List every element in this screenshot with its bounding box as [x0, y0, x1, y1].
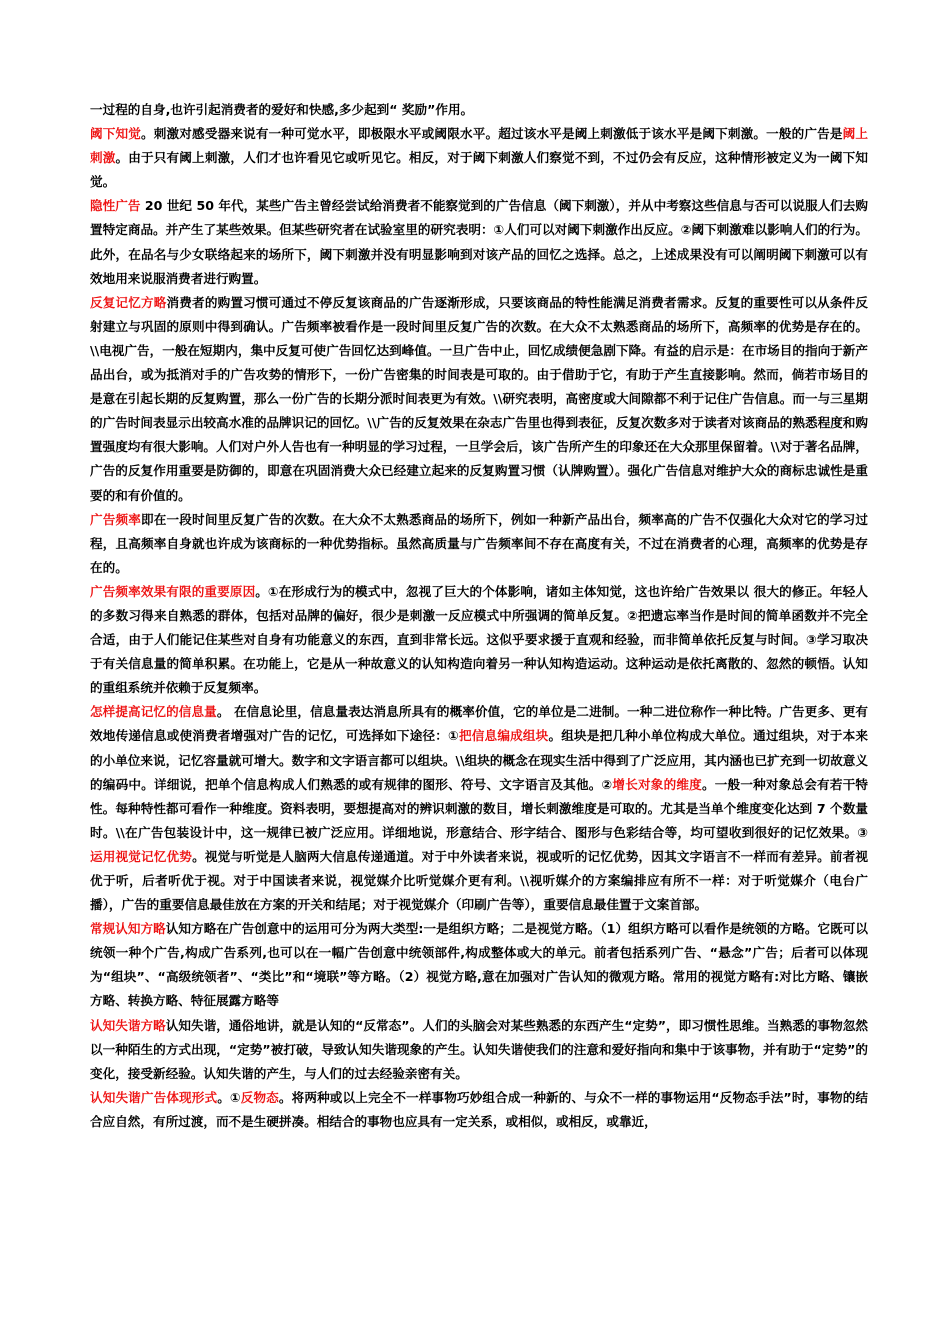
paragraph-frequency-limits	[90, 580, 868, 700]
paragraph-reward-continuation	[90, 98, 868, 122]
term-heading: 广告频率效果有限的重要原因	[90, 583, 256, 599]
paragraph-dissonance-forms	[90, 1086, 868, 1134]
highlight-term: 阈上刺激	[90, 126, 869, 166]
term-heading: 常规认知方略	[90, 921, 166, 937]
highlight-term: 增长对象的维度	[612, 776, 702, 792]
paragraph-subliminal-perception	[90, 122, 868, 194]
text-run: 。将两种或以上完全不一样事物巧妙组合成一种新的、与众不一样的事物运用“反物态手法”时，事物的结合应自然，有所过渡，而不是生硬拼凑。相结合的事物也应具有一定关系，或相似，或相反，或靠近，	[90, 1089, 869, 1129]
term-heading: 怎样提高记忆的信息量	[90, 704, 217, 720]
text-run: 。 在信息论里，信息量表达消息所具有的概率价值，它的单位是二进制。一种二进位称作一种比特。广告更多、更有效地传递信息或使消费者增强对广告的记忆，可选择如下途径：①	[90, 704, 869, 744]
term-heading: 认知失谐广告体现形式	[90, 1089, 218, 1105]
text-run: 。①在形成行为的模式中，忽视了巨大的个体影响，诸如主体知觉，这也许给广告效果以 很大的修正。年轻人的多数习得来自熟悉的群体，包括对品牌的偏好，很少是刺激一反应模式中所强调的简单反复。②把遗忘率当作是时间的简单函数并不完全合适，由于人们能记住某些对自身有功能意义的东西，直到非常长远。这似乎要求援于直观和经验，而非简单依托反复与时间。③学习取决于有关信息量的简单积累。在功能上，它是从一种故意义的认知构造向着另一种认知构造运动。这种运动是依托离散的、忽然的顿悟。认知的重组系统并依赖于反复频率。	[90, 583, 868, 696]
term-heading: 隐性广告	[90, 198, 141, 214]
text-run: 认知失谐，通俗地讲，就是认知的“反常态”。人们的头脑会对某些熟悉的东西产生“定势”，即习惯性思维。当熟悉的事物忽然以一种陌生的方式出现，“定势”被打破，导致认知失谐现象的产生。认知失谐使我们的注意和爱好指向和集中于该事物，并有助于“定势”的变化，接受新经验。认知失谐的产生，与人们的过去经验亲密有关。	[90, 1017, 869, 1081]
text-run: 。①	[217, 1089, 241, 1105]
text-run: 。由于只有阈上刺激，人们才也许看见它或听见它。相反，对于阈下刺激人们察觉不到，不过仍会有反应，这种情形被定义为一阈下知觉。	[90, 150, 869, 190]
text-run: 。刺激对感受器来说有一种可觉水平，即极限水平或阈限水平。超过该水平是阈上刺激低于该水平是阈下刺激。一般的广告是	[141, 126, 843, 142]
term-heading: 阈下知觉	[90, 126, 142, 142]
text-run: 一过程的自身,也许引起消费者的爱好和快感,多少起到“ 奖励”作用。	[90, 102, 474, 117]
paragraph-memory-information	[90, 700, 868, 917]
paragraph-ad-frequency	[90, 508, 868, 580]
paragraph-cognitive-strategy	[90, 917, 868, 1013]
text-run: 消费者的购置习惯可通过不停反复该商品的广告逐渐形成，只要该商品的特性能满足消费者需求。反复的重要性可以从条件反射建立与巩固的原则中得到确认。广告频率被看作是一段时间里反复广告的次数。在大众不太熟悉商品的场所下，高频率的优势是存在的。\\电视广告，一般在短期内，集中反复可使广告回忆达到峰值。一旦广告中止，回忆成绩便急剧下降。有益的启示是：在市场目的指向于新产品出台，或为抵消对手的广告攻势的情形下，一份广告密集的时间表是可取的。由于借助于它，有助于产生直接影响。然而，倘若市场目的是意在引起长期的反复购置，那么一份广告的长期分派时间表更为有效。\\研究表明，高密度或大间隙都不利于记住广告信息。而一与三星期的广告时间表显示出较高水准的品牌识记的回忆。\\广告的反复效果在杂志广告里也得到表征，反复次数多对于读者对该商品的熟悉程度和购置强度均有很大影响。人们对户外人告也有一种明显的学习过程，一旦学会后，该广告所产生的印象还在大众那里保留着。\\对于著名品牌，广告的反复作用重要是防御的，即意在巩固消费大众已经建立起来的反复购置习惯（认牌购置）。强化广告信息对维护大众的商标忠诚性是重要的和有价值的。	[90, 294, 869, 503]
term-heading: 反复记忆方略	[90, 294, 167, 310]
highlight-term: 反物态	[240, 1089, 279, 1105]
highlight-term: 运用视觉记忆优势	[90, 848, 193, 864]
text-run: 。组块是把几种小单位构成大单位。通过组块，对于本来的小单位来说，记忆容量就可增大。数字和文字语言都可以组块。\\组块的概念在现实生活中得到了广泛应用，其内涵也已扩充到一切故意义的编码中。详细说，把单个信息构成人们熟悉的或有规律的图形、符号、文字语言及其他。②	[90, 728, 869, 792]
paragraph-repetition-strategy	[90, 291, 868, 508]
text-run: 认知方略在广告创意中的运用可分为两大类型:一是组织方略；二是视觉方略。（1）组织方略可以看作是统领的方略。它既可以统领一种个广告,构成广告系列,也可以在一幅广告创意中统领部件,构成整体或大的单元。前者包括系列广告、“悬念”广告；后者可以体现为“组块”、“高级统领者”、“类比”和“境联”等方略。（2）视觉方略,意在加强对广告认知的微观方略。常用的视觉方略有:对比方略、镶嵌方略、转换方略、特征展露方略等	[90, 921, 869, 1009]
text-run: 即在一段时间里反复广告的次数。在大众不太熟悉商品的场所下，例如一种新产品出台，频率高的广告不仅强化大众对它的学习过程，且高频率自身就也许成为该商标的一种优势指标。虽然高质量与广告频率间不存在高度有关，不过在消费者的心理，高频率的优势是存在的。	[90, 511, 869, 575]
text-run: 。视觉与听觉是人脑两大信息传递通道。对于中外读者来说，视或听的记忆优势，因其文字语言不一样而有差异。前者视优于听，后者听优于视。对于中国读者来说，视觉媒介比听觉媒介更有利。\\视听媒介的方案编排应有所不一样：对于听觉媒介（电台广播），广告的重要信息最佳放在方案的开关和结尾；对于视觉媒介（印刷广告等），重要信息最佳置于文案首部。	[90, 848, 869, 913]
paragraph-hidden-advertising	[90, 194, 868, 290]
highlight-term: 把信息编成组块	[458, 728, 549, 744]
document-body	[90, 98, 868, 1134]
paragraph-cognitive-dissonance	[90, 1014, 868, 1086]
term-heading: 认知失谐方略	[90, 1017, 166, 1033]
term-heading: 广告频率	[90, 511, 142, 527]
text-run: 。一般一种对象总会有若干特性。每种特性都可看作一种维度。资料表明，要想提高对的辨识刺激的数目，增长刺激维度是可取的。尤其是当单个维度变化达到 7 个数量时。\\在广告包装设计中，这一规律已被广泛应用。详细地说，形意结合、形字结合、图形与色彩结合等，均可望收到很好的记忆效果。③	[90, 776, 869, 840]
text-run: 20 世纪 50 年代，某些广告主曾经尝试给消费者不能察觉到的广告信息（阈下刺激），并从中考察这些信息与否可以说服人们去购置特定商品。并产生了某些效果。但某些研究者在试验室里的研究表明：①人们可以对阈下刺激作出反应。②阈下刺激难以影响人们的行为。此外，在品名与少女联络起来的场所下，阈下刺激并没有明显影响到对该产品的回忆之选择。总之，上述成果没有可以阐明阈下刺激可以有效地用来说服消费者进行购置。	[90, 198, 869, 286]
